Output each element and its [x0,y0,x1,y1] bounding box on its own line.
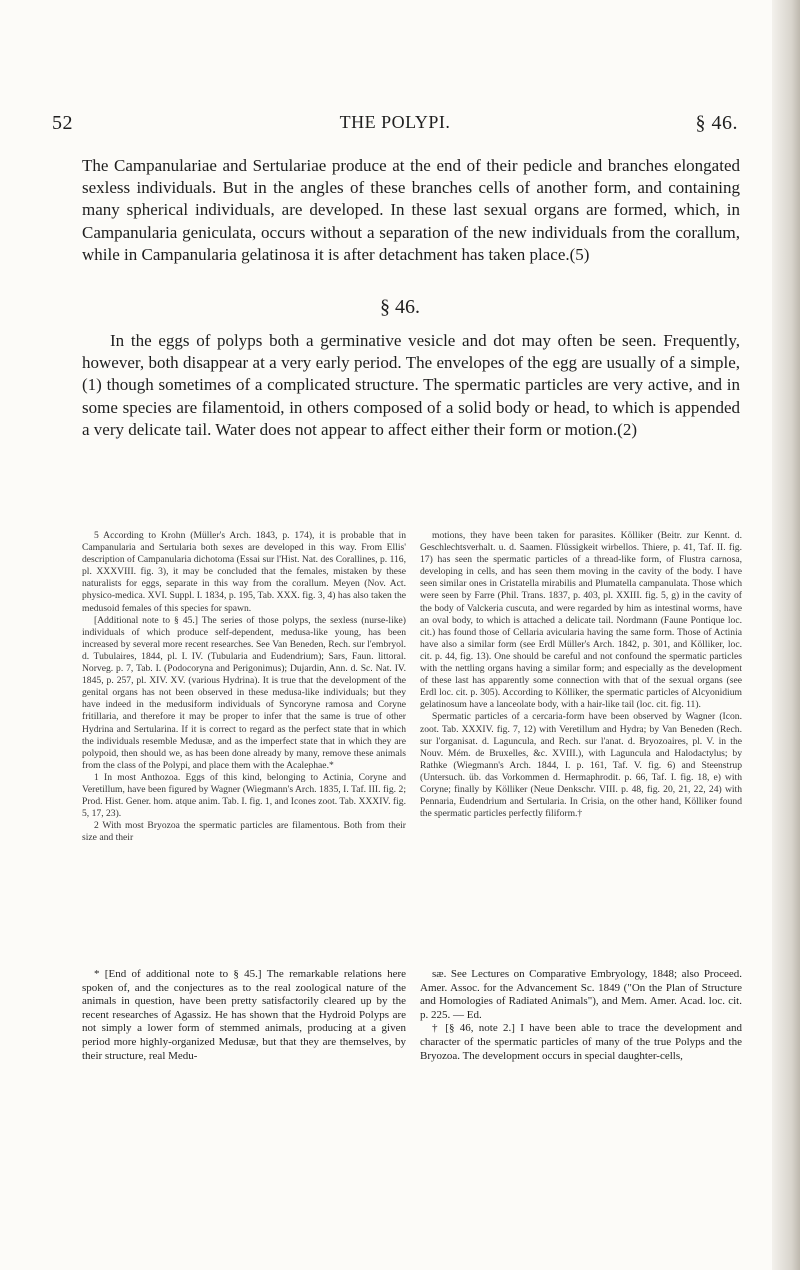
footnote: 5 According to Krohn (Müller's Arch. 1843, p. 174), it is probable that in Campanularia and Sertularia both sexes are developed in this way. From Ellis' description of Campanularia dichotoma (Essai sur l'Hist. Nat. des Corallines, p. 116, pl. XXXVIII. fig. 3), it may be concluded that the females, mistaken by these naturalists for eggs, separate in this way from the corallum. Meyen (Nov. Act. physico-medica. XVI. Suppl. I. 1834, p. 195, Tab. XXX. fig. 3, 4) has also taken the medusoid females of this species for spawn. [82,530,406,614]
section-heading: § 46. [380,296,420,318]
editor-note: † [§ 46, note 2.] I have been able to trace the development and character of the spermatic particles of many of the true Polyps and the Bryozoa. The development occurs in special daughter-cells, [420,1022,742,1062]
editor-note: * [End of additional note to § 45.] The remarkable relations here spoken of, and the conjectures as to the real zoological nature of the animals in question, have been pretty satisfactorily cleared up by the recent researches of Agassiz. He has shown that the Hydroid Polyps are not simply a lower form of stemmed animals, producing at a given period more highly-organized Medusæ, but that they are themselves, by their structure, real Medu- [82,968,406,1062]
footnote: motions, they have been taken for parasites. Kölliker (Beitr. zur Kennt. d. Geschlechtsverhalt. u. d. Saamen. Flüssigkeit wirbellos. Thiere, p. 41, Taf. II. fig. 17) has seen the spermatic particles of a thread-like form, of Flustra carnosa, developing in cells, and has seen them moving in the cavity of the body. I have seen similar ones in Cristatella mirabilis and Plumatella campanulata. Those which were seen by Farre (Phil. Trans. 1837, p. 403, pl. XXIII. fig. 5, g) in the cavity of the body of Valckeria cuscuta, and were regarded by him as intestinal worms, have an oval body, to which is attached a delicate tail. Nordmann (Faune Pontique loc. cit.) has found those of Cellaria avicularia having the same form. Those of Actinia have also a similar form (see Erdl Müller's Arch. 1842, p. 301, and Kölliker, loc. cit. p. 44, fig. 13). One should be careful and not confound the spermatic particles with the nettling organs having a similar form; and especially as the development of these last has apparently some connection with that of the sexual organs (see Erdl loc. cit. p. 305). According to Kölliker, the spermatic particles of Alcyonidium gelatinosum have a lanceolate body, with a hair-like tail (loc. cit. fig. 11). [420,530,742,711]
editor-notes-right-column [420,968,742,1063]
footnote: Spermatic particles of a cercaria-form have been observed by Wagner (Icon. zoot. Tab. XXXIV. fig. 7, 12) with Veretillum and Hydra; by Van Beneden (Rech. sur l'organisat. d. Laguncula, and Rech. sur l'anat. d. Bryozoaires, pl. V. in the Nouv. Mém. de Bruxelles, &c. XVIII.), with Laguncula and Halodactylus; by Rathke (Wiegmann's Arch. 1844, I. p. 161, Taf. V. fig. 6) and Steenstrup (Untersuch. üb. das Vorkommen d. Hermaphrodit. p. 66, Taf. I. fig. 18, e) with Coryne; finally by Kölliker (Neue Denkschr. VIII. p. 48, fig. 20, 21, 22, 24) with Pennaria, Eudendrium and Sertularia. In Crisia, on the other hand, Kölliker found the spermatic particles perfectly filiform.† [420,711,742,820]
section-reference: § 46. [695,112,738,134]
editor-notes-left-column [82,968,406,1063]
body-paragraph-1: The Campanulariae and Sertulariae produce at the end of their pedicle and branches elongated sexless individuals. But in the angles of these branches cells of another form, and containing many spherical individuals, are developed. In these last sexual organs are formed, which, in Campanularia geniculata, occurs without a separation of the new individuals from the corallum, while in Campanularia gelatinosa it is after detachment has taken place.(5) [82,156,740,264]
page-binding-shadow [772,0,800,1270]
editor-note: sæ. See Lectures on Comparative Embryology, 1848; also Proceed. Amer. Assoc. for the Advancement Sc. 1849 ("On the Plan of Structure and Homologies of Radiated Animals"), and Mem. Amer. Acad. loc. cit. p. 225. — Ed. [420,968,742,1021]
body-paragraph-2: In the eggs of polyps both a germinative vesicle and dot may often be seen. Frequently, however, both disappear at a very early period. The envelopes of the egg are usually of a simple,(1) though sometimes of a complicated structure. The spermatic particles are very active, and in some species are filamentoid, in others composed of a solid body or head, to which is appended a very delicate tail. Water does not appear to affect either their form or motion.(2) [82,331,740,439]
footnote: [Additional note to § 45.] The series of those polyps, the sexless (nurse-like) individuals of which produce self-dependent, medusa-like young, has been increased by several more recent researches. See Van Beneden, Rech. sur l'embryol. d. Tubulaires, 1844, pl. I. IV. (Tubularia and Eudendrium); Sars, Faun. littoral. Norveg. p. 7, Tab. I. (Podocoryna and Perigonimus); Dujardin, Ann. d. Sc. Nat. IV. 1845, p. 257, pl. XIV. XV. (various Hydrina). It is true that the development of the genital organs has not been observed in these medusa-like individuals; but they have indeed in the medusiform individuals of Syncoryne ramosa and Coryne fritillaria, and therefore it may be proper to infer that the same is true of other Hydrina and Sertularina. If it is correct to regard as the perfect state that in which the individuals resemble Medusæ, and as the imperfect state that in which they are polypoid, then should we, as has been done already by many, remove these animals from the class of the Polypi, and place them with the Acalephae.* [82,614,406,771]
page-header [52,112,738,142]
footnotes-left-column [82,530,406,844]
footnotes-right-column [420,530,742,820]
running-title: THE POLYPI. [339,112,451,132]
page-number: 52 [52,112,73,134]
footnote: 2 With most Bryozoa the spermatic particles are filamentous. Both from their size and their [82,820,406,844]
footnote: 1 In most Anthozoa. Eggs of this kind, belonging to Actinia, Coryne and Veretillum, have been figured by Wagner (Wiegmann's Arch. 1835, I. Taf. III. fig. 2; Prod. Hist. Gener. hom. atque anim. Tab. I. fig. 1, and Icones zoot. Tab. XXXIV. fig. 5, 17, 23). [82,771,406,820]
